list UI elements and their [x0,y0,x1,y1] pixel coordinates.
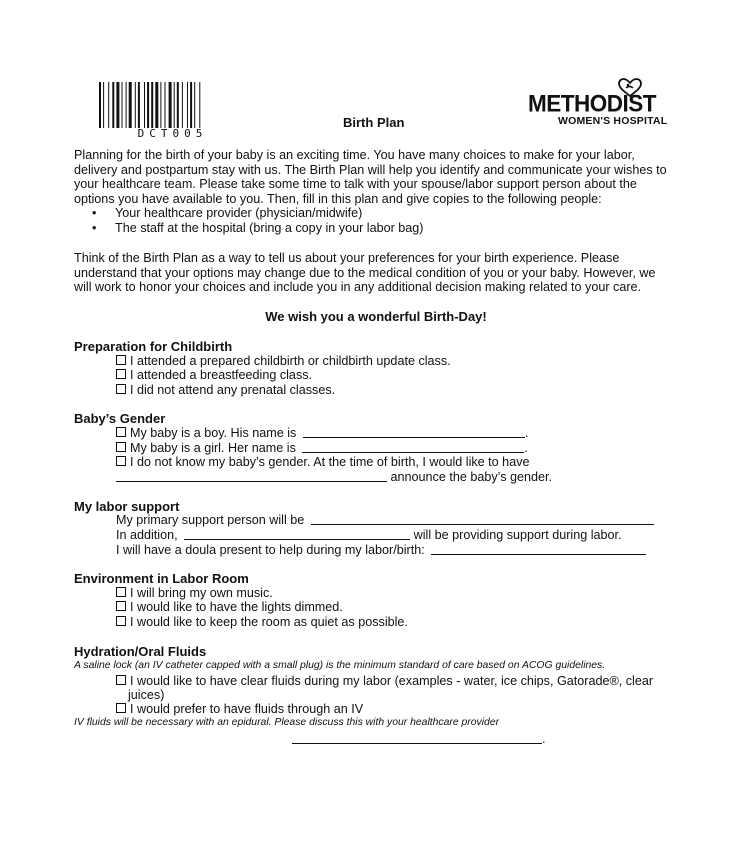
hydration-option-iv[interactable] [116,702,363,717]
barcode-bar [138,82,140,130]
epidural-note: IV fluids will be necessary with an epidural. Please discuss this with your healthcare provider [74,717,500,728]
list-item-text: Your healthcare provider (physician/midwife) [115,206,363,220]
addition-label: In addition, [116,528,178,542]
bullet-glyph: • [92,206,97,220]
barcode-bar [135,82,136,130]
doula-label: I will have a doula present to help during my labor/birth: [116,543,425,557]
checkbox[interactable] [116,601,126,611]
hydration-option-clear-fluids[interactable] [116,674,653,689]
barcode-bar [129,82,132,130]
checkbox[interactable] [116,675,126,685]
barcode-bar [160,82,161,130]
barcode-bar [99,82,101,130]
logo-subtitle: WOMEN'S HOSPITAL [558,115,668,127]
saline-lock-note: A saline lock (an IV catheter capped with a small plug) is the minimum standard of care based on ACOG guidelines. [74,660,606,671]
checkbox[interactable] [116,384,126,394]
option-label: I attended a prepared childbirth or childbirth update class. [130,354,451,368]
gender-option-boy[interactable] [116,426,528,441]
option-label: I would like to keep the room as quiet as possible. [130,615,408,629]
barcode-bars [99,82,246,130]
doula-field[interactable] [431,543,646,555]
doula-row [116,543,646,558]
checkbox[interactable] [116,616,126,626]
announcer-field[interactable] [116,470,387,482]
clear-fluids-continuation: juices) [128,688,165,702]
paragraph-line: will work to honor your choices and include you in any additional decision making related to your care. [74,280,642,295]
primary-support-row [116,513,654,528]
section-heading-environment: Environment in Labor Room [74,571,249,586]
barcode-bar [165,82,166,130]
gender-option-girl[interactable] [116,441,528,456]
punctuation: . [542,732,546,746]
list-item [92,221,424,236]
hydration-notes-field[interactable] [292,732,542,744]
option-label: I would prefer to have fluids through an IV [130,702,364,716]
option-label: My baby is a girl. Her name is [130,441,296,455]
barcode-bar [199,82,200,130]
paragraph-line: understand that your options may change due to the medical condition of you or your baby. However, we [74,265,656,280]
barcode-text: DCT005 [99,128,246,140]
girl-name-field[interactable] [302,441,524,453]
additional-support-field[interactable] [184,528,410,540]
barcode-bar [194,82,195,130]
option-label: I attended a breastfeeding class. [130,368,313,382]
prep-option-breastfeeding-class[interactable] [116,368,312,383]
checkbox[interactable] [116,456,126,466]
punctuation: . [524,426,529,440]
barcode-bar [116,82,119,130]
option-label: I did not attend any prenatal classes. [130,383,336,397]
intro-line: options you have available to you. Then, fill in this plan and give copies to the following people: [74,191,602,206]
section-heading-gender: Baby’s Gender [74,411,166,426]
option-label: I will bring my own music. [130,586,273,600]
intro-paragraph [74,148,674,206]
env-option-quiet-room[interactable] [116,615,408,630]
gender-option-unknown[interactable] [116,455,530,470]
barcode-bar [108,82,109,130]
barcode-bar [151,82,153,130]
barcode-bar [177,82,179,130]
bullet-glyph: • [92,220,97,235]
barcode-bar [147,82,149,130]
preferences-paragraph [74,251,674,295]
primary-support-label: My primary support person will be [116,513,305,527]
prep-option-childbirth-class[interactable] [116,354,451,369]
checkbox[interactable] [116,442,126,452]
list-item [92,206,424,221]
gender-announcer-row [116,470,552,485]
barcode [99,82,246,140]
checkbox[interactable] [116,355,126,365]
env-option-music[interactable] [116,586,273,601]
barcode-bar [182,82,183,130]
barcode-bar [187,82,188,130]
additional-support-row [116,528,622,543]
barcode-bar [122,82,123,130]
barcode-bar [144,82,145,130]
primary-support-field[interactable] [311,513,654,525]
barcode-bar [112,82,114,130]
env-option-lights-dimmed[interactable] [116,600,343,615]
checkbox[interactable] [116,587,126,597]
list-item-text: The staff at the hospital (bring a copy in your labor bag) [115,220,424,235]
barcode-bar [103,82,104,130]
section-heading-preparation: Preparation for Childbirth [74,339,233,354]
prep-option-no-classes[interactable] [116,383,335,398]
section-heading-labor-support: My labor support [74,499,180,514]
paragraph-line: Think of the Birth Plan as a way to tell us about your preferences for your birth experience. Please [74,251,620,265]
birthday-wish: We wish you a wonderful Birth-Day! [265,309,487,324]
logo-name: METHODIST [528,90,656,117]
addition-end-label: will be providing support during labor. [413,528,622,542]
intro-line: your healthcare team. Please take some time to talk with your spouse/labor support person about the [74,177,637,192]
announce-label: announce the baby’s gender. [390,470,553,484]
checkbox[interactable] [116,369,126,379]
intro-line: delivery and postpartum stay with us. The Birth Plan will help you identify and communicate your wishes to [74,162,667,177]
option-label: My baby is a boy. His name is [130,426,297,440]
barcode-bar [126,82,127,130]
boy-name-field[interactable] [303,426,525,438]
intro-line: Planning for the birth of your baby is an exciting time. You have many choices to make for your labor, [74,148,635,162]
barcode-bar [190,82,192,130]
barcode-bar [169,82,172,130]
copy-recipients-list [92,206,424,235]
option-label: I do not know my baby’s gender. At the time of birth, I would like to have [130,455,530,469]
barcode-bar [155,82,158,130]
option-label: I would like to have the lights dimmed. [130,600,343,614]
page-title: Birth Plan [343,115,405,130]
hospital-logo [528,78,668,128]
barcode-bar [174,82,175,130]
punctuation: . [524,441,528,455]
checkbox[interactable] [116,427,126,437]
hydration-signature-row [292,732,546,747]
checkbox[interactable] [116,703,126,713]
section-heading-hydration: Hydration/Oral Fluids [74,644,207,659]
option-label: I would like to have clear fluids during my labor (examples - water, ice chips, Gatorade®, clear [130,674,654,688]
